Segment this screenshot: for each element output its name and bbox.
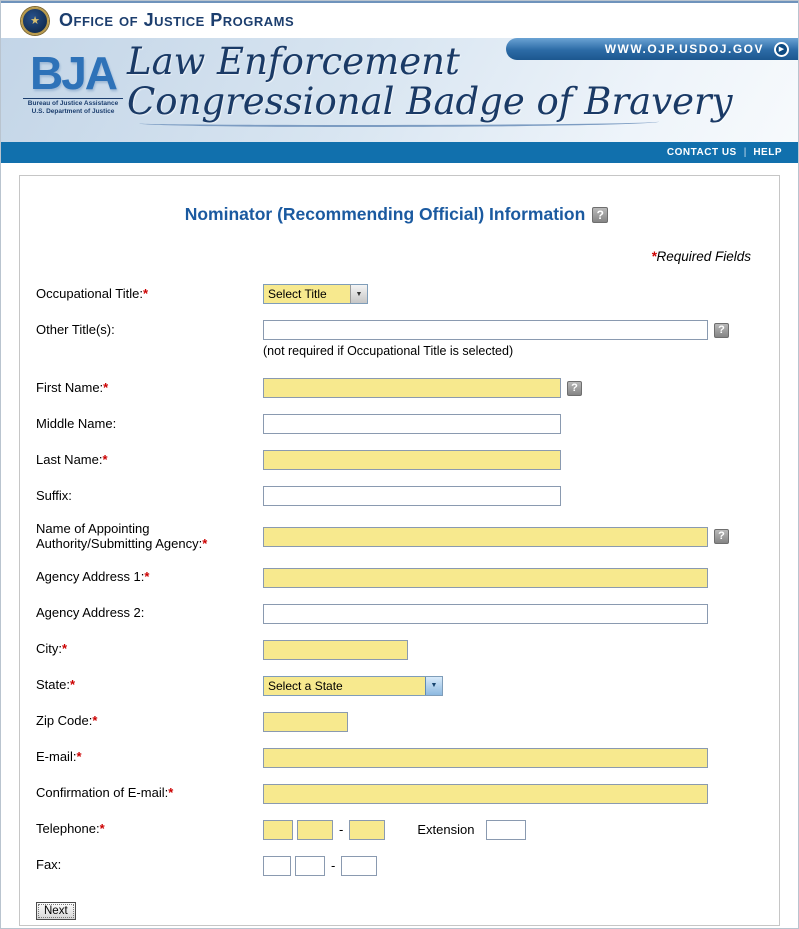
page-title: Nominator (Recommending Official) Information <box>184 204 586 224</box>
telephone-prefix-input[interactable] <box>297 820 333 840</box>
telephone-area-input[interactable] <box>263 820 293 840</box>
other-titles-note: (not required if Occupational Title is selected) <box>263 344 514 358</box>
banner-title-line1: Law Enforcement <box>127 40 460 83</box>
row-fax <box>36 856 757 876</box>
fax-label: Fax: <box>36 857 62 873</box>
help-link[interactable]: HELP <box>753 147 782 158</box>
first-name-help-icon[interactable]: ? <box>567 381 582 396</box>
agency-name-label: Name of Appointing Authority/Submitting Agency:* <box>36 521 208 551</box>
other-titles-input[interactable] <box>263 320 708 340</box>
middle-name-input[interactable] <box>263 414 561 434</box>
telephone-label: Telephone:* <box>36 821 105 837</box>
row-agency-name <box>36 522 757 552</box>
required-note-text: Required Fields <box>656 249 751 264</box>
city-label: City:* <box>36 641 68 657</box>
row-last-name <box>36 450 757 470</box>
suffix-label: Suffix: <box>36 487 72 503</box>
agency-address1-input[interactable] <box>263 568 708 588</box>
row-agency-address2 <box>36 604 757 624</box>
last-name-label: Last Name:* <box>36 451 108 467</box>
telephone-dash: - <box>339 822 344 838</box>
next-button[interactable]: Next <box>36 902 76 920</box>
fax-dash: - <box>331 858 336 874</box>
chevron-down-icon[interactable]: ▼ <box>425 677 442 695</box>
required-fields-note <box>36 249 751 264</box>
occupational-title-label: Occupational Title:* <box>36 285 149 301</box>
nav-divider: | <box>743 147 747 158</box>
agency-name: Office of Justice Programs <box>59 10 295 30</box>
email-label: E-mail:* <box>36 749 82 765</box>
zip-code-input[interactable] <box>263 712 348 732</box>
extension-label: Extension <box>417 822 475 838</box>
agency-name-input[interactable] <box>263 527 708 547</box>
email-confirmation-label: Confirmation of E-mail:* <box>36 785 174 801</box>
top-bar <box>1 1 798 38</box>
website-url[interactable]: WWW.OJP.USDOJ.GOV <box>604 42 764 56</box>
row-email-confirmation <box>36 784 757 804</box>
other-titles-help-icon[interactable]: ? <box>714 323 729 338</box>
required-marker: * <box>651 249 657 264</box>
banner <box>1 38 798 142</box>
middle-name-label: Middle Name: <box>36 415 117 431</box>
email-input[interactable] <box>263 748 708 768</box>
state-value: Select a State <box>268 678 343 693</box>
last-name-input[interactable] <box>263 450 561 470</box>
agency-address2-label: Agency Address 2: <box>36 605 145 621</box>
banner-title <box>127 42 733 127</box>
row-occupational-title <box>36 284 757 304</box>
row-middle-name <box>36 414 757 434</box>
row-telephone <box>36 820 757 840</box>
row-state <box>36 676 757 696</box>
zip-code-label: Zip Code:* <box>36 713 98 729</box>
banner-title-line2: Congressional Badge of Bravery <box>127 79 733 123</box>
bja-caption-line1: Bureau of Justice Assistance <box>27 99 119 107</box>
contact-us-link[interactable]: CONTACT US <box>666 147 737 158</box>
bja-acronym: BJA <box>29 47 117 99</box>
extension-input[interactable] <box>486 820 526 840</box>
form-title-row <box>36 204 757 225</box>
agency-address1-label: Agency Address 1:* <box>36 569 150 585</box>
fax-prefix-input[interactable] <box>295 856 325 876</box>
row-suffix <box>36 486 757 506</box>
title-help-icon[interactable]: ? <box>592 207 608 223</box>
form-container <box>19 175 780 926</box>
row-first-name <box>36 378 757 398</box>
telephone-line-input[interactable] <box>349 820 385 840</box>
agency-name-help-icon[interactable]: ? <box>714 529 729 544</box>
state-select[interactable] <box>263 676 443 696</box>
state-label: State:* <box>36 677 76 693</box>
bja-caption-line2: U.S. Department of Justice <box>31 107 115 115</box>
doj-seal-icon <box>21 7 49 35</box>
agency-address2-input[interactable] <box>263 604 708 624</box>
seal-star-glyph: ★ <box>30 15 40 27</box>
first-name-label: First Name:* <box>36 379 109 395</box>
play-arrow-icon[interactable]: ▶ <box>774 42 789 57</box>
row-zip-code <box>36 712 757 732</box>
row-email <box>36 748 757 768</box>
row-agency-address1 <box>36 568 757 588</box>
bja-caption <box>23 98 123 116</box>
fax-area-input[interactable] <box>263 856 291 876</box>
email-confirmation-input[interactable] <box>263 784 708 804</box>
row-city <box>36 640 757 660</box>
fax-line-input[interactable] <box>341 856 377 876</box>
occupational-title-value: Select Title <box>268 287 327 301</box>
chevron-down-icon[interactable]: ▼ <box>350 285 367 303</box>
other-titles-label: Other Title(s): <box>36 322 115 337</box>
bja-logo <box>23 47 123 116</box>
suffix-input[interactable] <box>263 486 561 506</box>
first-name-input[interactable] <box>263 378 561 398</box>
nav-bar <box>1 142 798 163</box>
occupational-title-select[interactable] <box>263 284 368 304</box>
row-other-titles <box>36 320 757 358</box>
city-input[interactable] <box>263 640 408 660</box>
